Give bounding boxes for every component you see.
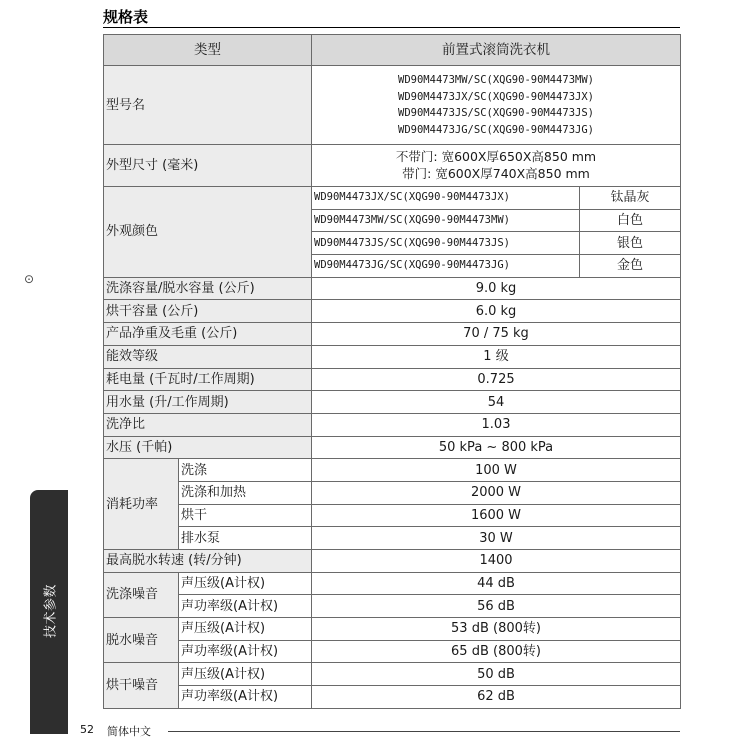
spec-table <box>103 34 681 709</box>
spec-label: 洗涤容量/脱水容量 (公斤) <box>104 277 312 300</box>
table-row <box>104 459 681 482</box>
table-row <box>104 368 681 391</box>
table-row <box>104 572 681 595</box>
power-sub-label: 洗涤 <box>179 459 312 482</box>
table-row <box>104 640 681 663</box>
header-product: 前置式滚筒洗衣机 <box>312 35 681 66</box>
spec-label: 洗净比 <box>104 413 312 436</box>
page-title: 规格表 <box>103 8 149 26</box>
spec-value: 50 kPa ~ 800 kPa <box>312 436 681 459</box>
power-sub-label: 洗涤和加热 <box>179 481 312 504</box>
color-model: WD90M4473MW/SC(XQG90-90M4473MW) <box>312 209 580 232</box>
page-language: 简体中文 <box>107 725 151 738</box>
spec-value: 54 <box>312 391 681 414</box>
table-row <box>104 686 681 709</box>
spec-value: 70 / 75 kg <box>312 323 681 346</box>
table-row <box>104 277 681 300</box>
spec-label: 能效等级 <box>104 345 312 368</box>
table-row <box>104 323 681 346</box>
power-value: 1600 W <box>312 504 681 527</box>
noise-value: 44 dB <box>312 572 681 595</box>
dimensions-values <box>312 145 681 187</box>
color-model: WD90M4473JS/SC(XQG90-90M4473JS) <box>312 232 580 255</box>
spec-value: 0.725 <box>312 368 681 391</box>
table-row <box>104 663 681 686</box>
table-row <box>104 550 681 573</box>
power-sub-label: 烘干 <box>179 504 312 527</box>
model-name-value: WD90M4473JX/SC(XQG90-90M4473JX) <box>398 90 594 103</box>
noise-value: 56 dB <box>312 595 681 618</box>
dimensions-value: 带门: 宽600X厚740X高850 mm <box>402 165 590 181</box>
table-row <box>104 391 681 414</box>
noise-value: 53 dB (800转) <box>312 618 681 641</box>
wash-noise-label: 洗涤噪音 <box>104 572 179 617</box>
table-row <box>104 481 681 504</box>
spec-label: 烘干容量 (公斤) <box>104 300 312 323</box>
max-spin-value: 1400 <box>312 550 681 573</box>
noise-sub-label: 声压级(A计权) <box>179 572 312 595</box>
footer-divider <box>168 731 680 732</box>
dimensions-value: 不带门: 宽600X厚650X高850 mm <box>395 149 597 164</box>
spec-value: 9.0 kg <box>312 277 681 300</box>
model-name-value: WD90M4473JG/SC(XQG90-90M4473JG) <box>398 123 594 136</box>
spec-label: 耗电量 (千瓦时/工作周期) <box>104 368 312 391</box>
table-row <box>104 345 681 368</box>
table-header-row <box>104 35 681 66</box>
table-row <box>104 187 681 210</box>
spec-label: 产品净重及毛重 (公斤) <box>104 323 312 346</box>
table-row <box>104 436 681 459</box>
noise-sub-label: 声压级(A计权) <box>179 618 312 641</box>
dimensions-label: 外型尺寸 (毫米) <box>104 145 312 187</box>
model-name-label: 型号名 <box>104 66 312 145</box>
spec-label: 用水量 (升/工作周期) <box>104 391 312 414</box>
max-spin-label: 最高脱水转速 (转/分钟) <box>104 550 312 573</box>
power-sub-label: 排水泵 <box>179 527 312 550</box>
margin-mark-icon: ⊙ <box>24 272 35 286</box>
spec-value: 6.0 kg <box>312 300 681 323</box>
page-number: 52 <box>80 723 94 736</box>
power-label: 消耗功率 <box>104 459 179 550</box>
colors-label: 外观颜色 <box>104 187 312 278</box>
color-value: 钛晶灰 <box>580 187 681 210</box>
model-name-values <box>312 66 681 145</box>
power-value: 30 W <box>312 527 681 550</box>
color-value: 金色 <box>580 255 681 278</box>
spec-value: 1 级 <box>312 345 681 368</box>
table-row <box>104 66 681 145</box>
color-value: 白色 <box>580 209 681 232</box>
side-tab-label: 技术参数 <box>43 583 59 639</box>
noise-value: 50 dB <box>312 663 681 686</box>
table-row <box>104 145 681 187</box>
power-value: 2000 W <box>312 481 681 504</box>
noise-sub-label: 声功率级(A计权) <box>179 686 312 709</box>
table-row <box>104 504 681 527</box>
dry-noise-label: 烘干噪音 <box>104 663 179 708</box>
spin-noise-label: 脱水噪音 <box>104 618 179 663</box>
table-row <box>104 595 681 618</box>
table-row <box>104 300 681 323</box>
noise-value: 62 dB <box>312 686 681 709</box>
noise-value: 65 dB (800转) <box>312 640 681 663</box>
table-row <box>104 618 681 641</box>
color-value: 银色 <box>580 232 681 255</box>
color-model: WD90M4473JX/SC(XQG90-90M4473JX) <box>312 187 580 210</box>
spec-label: 水压 (千帕) <box>104 436 312 459</box>
noise-sub-label: 声功率级(A计权) <box>179 640 312 663</box>
spec-value: 1.03 <box>312 413 681 436</box>
noise-sub-label: 声压级(A计权) <box>179 663 312 686</box>
header-type: 类型 <box>104 35 312 66</box>
model-name-value: WD90M4473MW/SC(XQG90-90M4473MW) <box>398 74 594 86</box>
noise-sub-label: 声功率级(A计权) <box>179 595 312 618</box>
power-value: 100 W <box>312 459 681 482</box>
title-divider <box>103 27 680 28</box>
table-row <box>104 413 681 436</box>
table-row <box>104 527 681 550</box>
color-model: WD90M4473JG/SC(XQG90-90M4473JG) <box>312 255 580 278</box>
model-name-value: WD90M4473JS/SC(XQG90-90M4473JS) <box>398 107 594 119</box>
